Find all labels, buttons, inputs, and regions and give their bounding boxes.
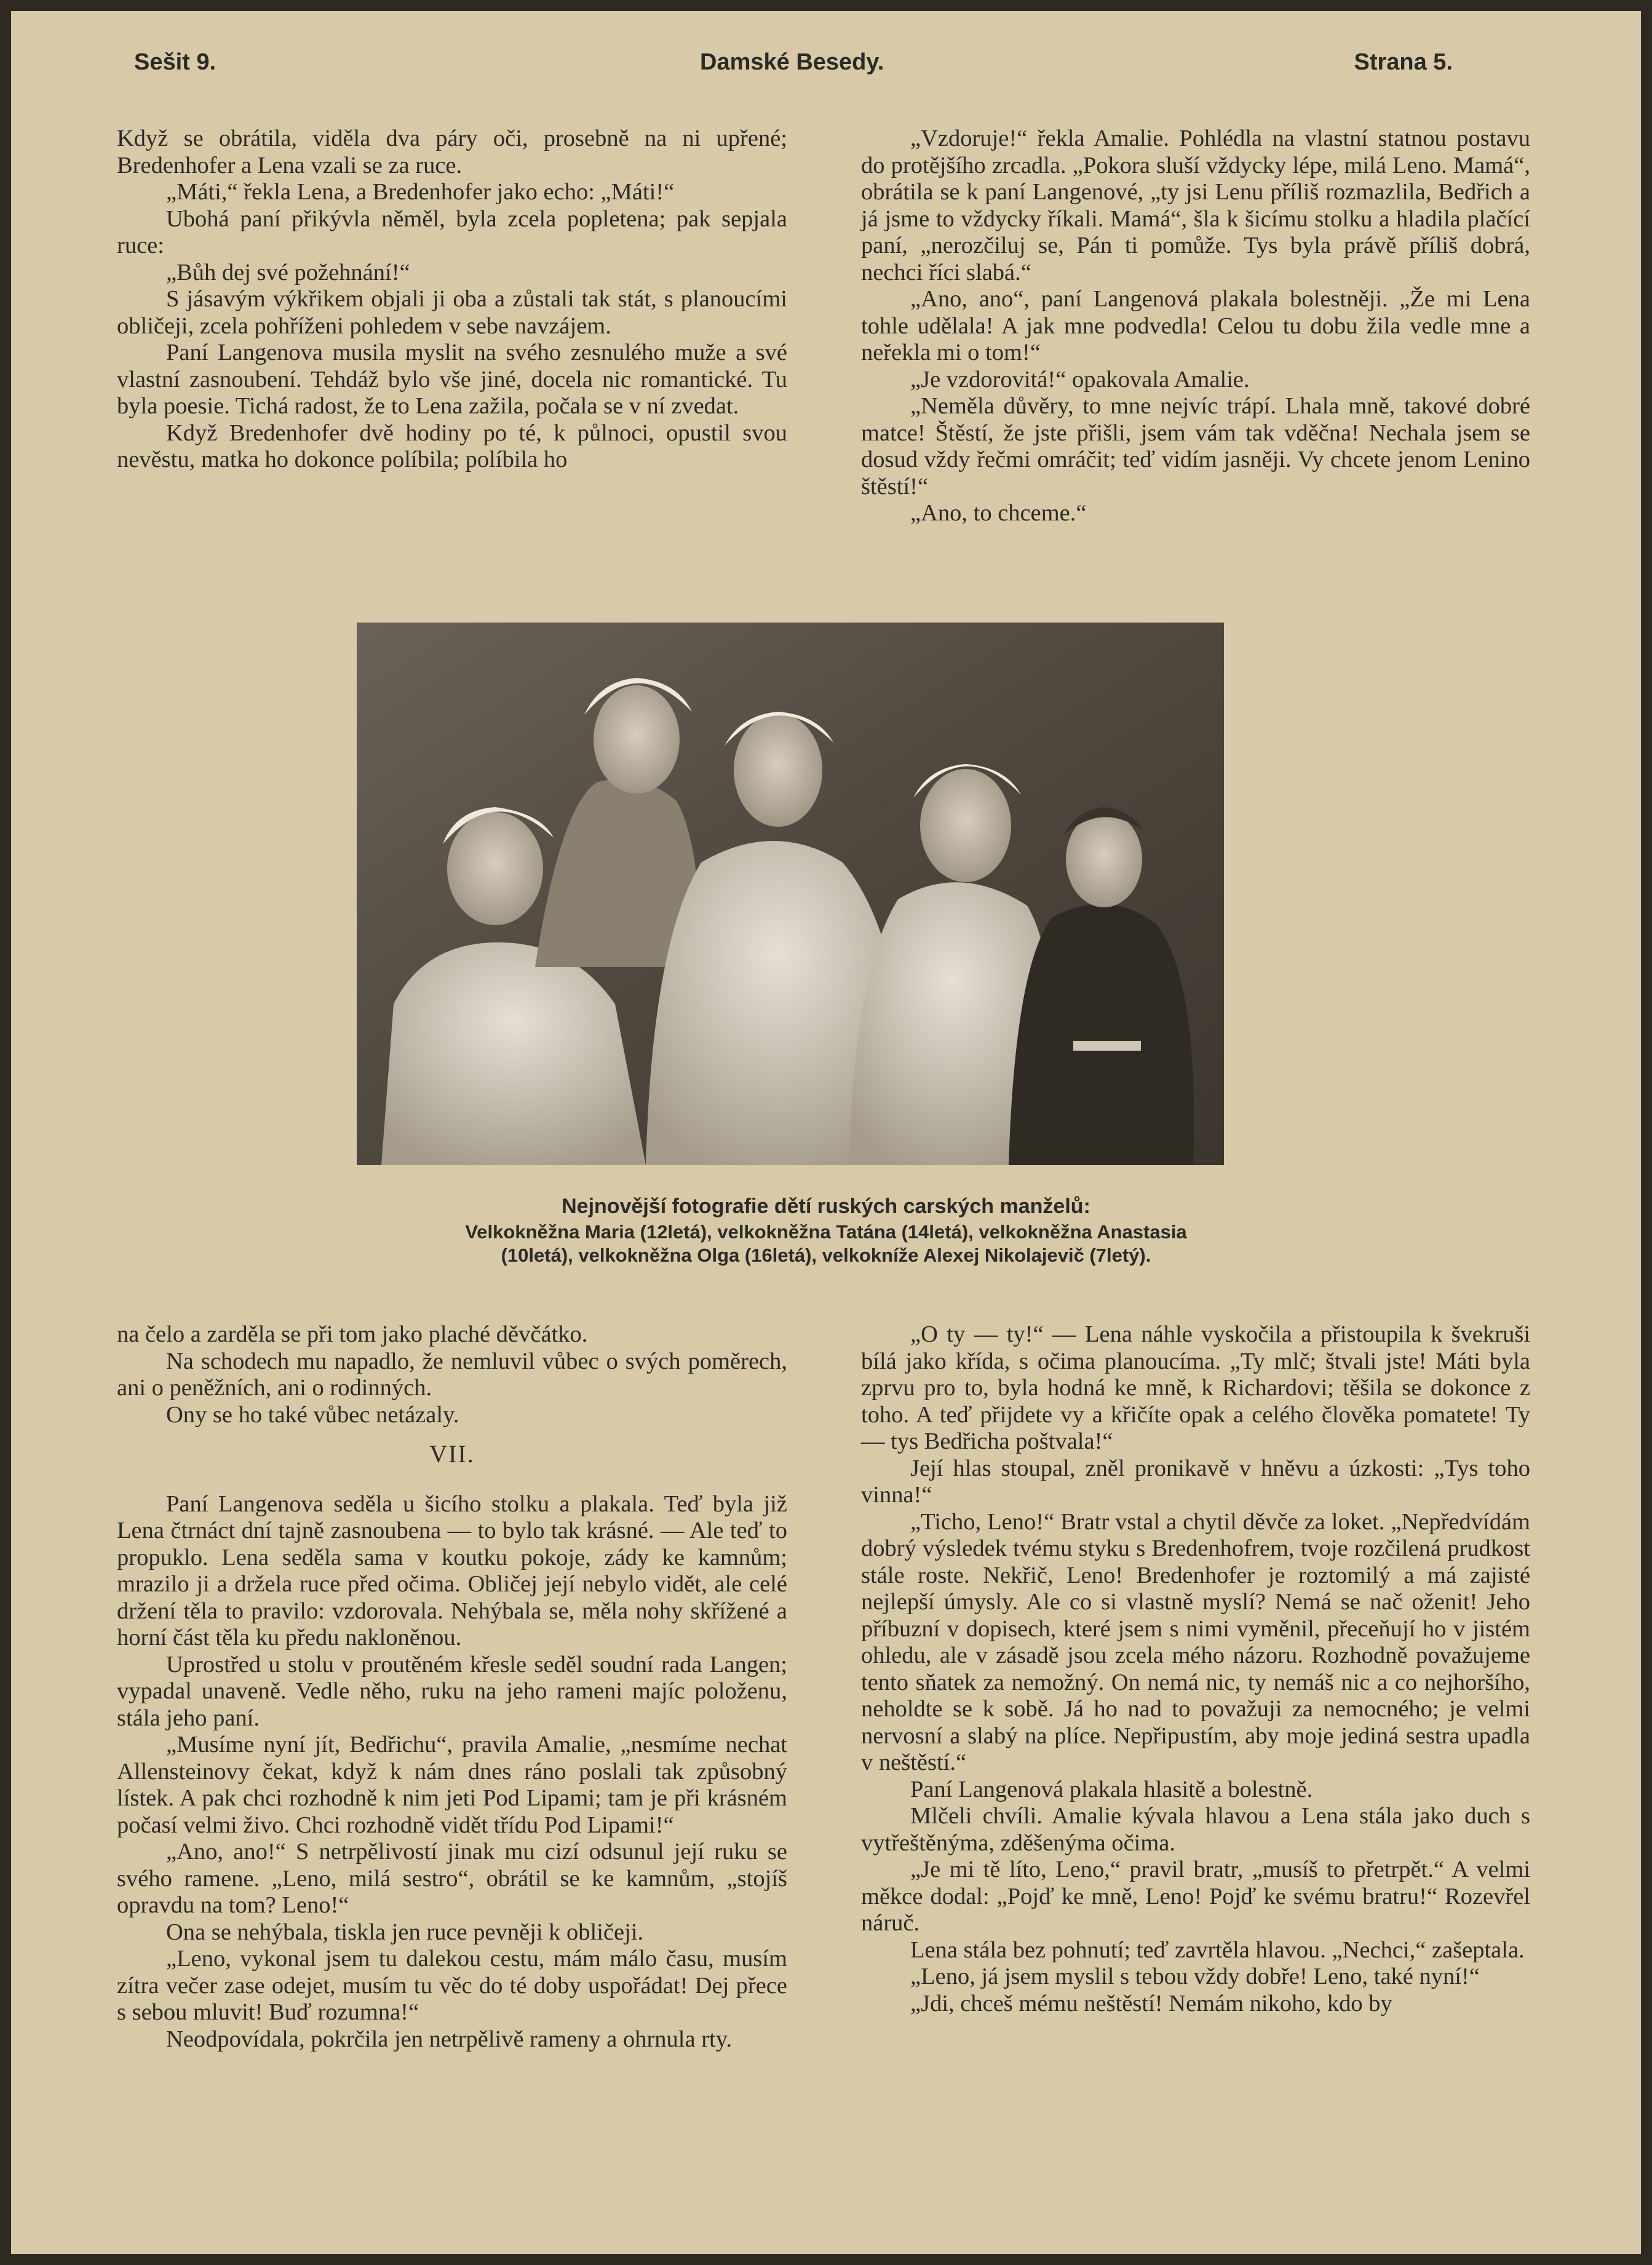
paragraph: Když Bredenhofer dvě hodiny po té, k půlnoci, opustil svou nevěstu, matka ho dokonce políbila; políbila ho <box>117 420 787 472</box>
paragraph: „Leno, já jsem myslil s tebou vždy dobře! Leno, také nyní!“ <box>910 1964 1480 1989</box>
paragraph: „Neměla důvěry, to mne nejvíc trápí. Lhala mně, takové dobré matce! Štěstí, že jste přišli, jsem vám tak vděčna! Nechala jsem se dosud vždy řečmi omráčit; teď vidím jasněji. Vy chcete jenom Lenino štěstí!“ <box>861 393 1530 500</box>
paragraph: „Ticho, Leno!“ Bratr vstal a chytil děvče za loket. „Nepředvídám dobrý výsledek tvému styku s Bredenhofrem, tvoje rozčilená prudkost stále roste. Nekřič, Leno! Bredenhofer je roztomilý a má zajisté nejlepší úmysly. Ale co si vlastně myslí? Nemá se nač oženit! Jeho příbuzní v dopisech, které jsem s nimi vyměnil, přeceňují ho v jistém ohledu, ale v zásadě jsou zcela mého názoru. Rozhodně považujeme tento sňatek za nemožný. On nemá nic, ty nemáš nic a co nejhoršího, neholdte se k sobě. Já ho nad to považuji za nemocného; je velmi nervosní a slabý na plíce. Nepřipustím, aby moje jediná sestra upadla v neštěstí.“ <box>861 1508 1530 1775</box>
chapter-heading: VII. <box>429 1440 475 1468</box>
paragraph: Uprostřed u stolu v proutěném křesle seděl soudní rada Langen; vypadal unaveně. Vedle něho, ruku na jeho rameni majíc položenu, stála jeho paní. <box>117 1651 787 1731</box>
magazine-page <box>11 11 1641 2254</box>
paragraph: „Jdi, chceš mému neštěstí! Nemám nikoho, kdo by <box>910 1990 1392 2016</box>
column-top-right <box>861 125 1530 527</box>
paragraph: „Ano, ano“, paní Langenová plakala bolestněji. „Že mi Lena tohle udělala! A jak mne podvedla! Celou tu dobu žila vedle mne a neřekla mi o tom!“ <box>861 286 1530 365</box>
paragraph: „Musíme nyní jít, Bedřichu“, pravila Amalie, „nesmíme nechat Allensteinovy čekat, když k nám dnes ráno poslali tak způsobný lístek. A pak chci rozhodně k nim jeti Pod Lipami; tam je při krásném počasí velmi živo. Chci rozhodně vidět třídu Pod Lipami!“ <box>117 1732 787 1838</box>
running-header <box>11 49 1641 86</box>
page-number: Strana 5. <box>1354 49 1453 75</box>
paragraph: „Ano, to chceme.“ <box>910 500 1087 526</box>
paragraph: „Ano, ano!“ S netrpělivostí jinak mu cizí odsunul její ruku se svého ramene. „Leno, milá sestro“, obrátil se ke kamnům, „stojíš opravdu na tom? Leno!“ <box>117 1839 787 1918</box>
paragraph: Když se obrátila, viděla dva páry oči, prosebně na ni upřené; Bredenhofer a Lena vzali se za ruce. <box>117 125 787 178</box>
paragraph: Ona se nehýbala, tiskla jen ruce pevněji k obličeji. <box>166 1919 644 1945</box>
paragraph: „Leno, vykonal jsem tu dalekou cestu, mám málo času, musím zítra večer zase odejet, musím tu věc do té doby uspořádat! Dej přece s sebou mluvit! Buď rozumna!“ <box>117 1946 787 2025</box>
paragraph: Paní Langenova musila myslit na svého zesnulého muže a své vlastní zasnoubení. Tehdáž bylo vše jiné, docela nic romantické. Tu byla poesie. Tichá radost, že to Lena zažila, počala se v ní zvedat. <box>117 340 787 419</box>
column-bottom-left <box>117 1321 787 2053</box>
paragraph: Na schodech mu napadlo, že nemluvil vůbec o svých poměrech, ani o peněžních, ani o rodinných. <box>117 1348 787 1401</box>
magazine-title: Damské Besedy. <box>700 49 884 75</box>
paragraph: na čelo a zarděla se při tom jako plaché děvčátko. <box>117 1321 588 1347</box>
paragraph: „Vzdoruje!“ řekla Amalie. Pohlédla na vlastní statnou postavu do protějšího zrcadla. „Pokora sluší vždycky lépe, milá Leno. Mamá“, obrátila se k paní Langenové, „ty jsi Lenu příliš rozmazlila, Bedřich a já jsme to vždycky říkali. Mamá“, šla k šicímu stolku a hladila plačící paní, „nerozčiluj se, Pán ti pomůže. Tys byla právě příliš dobrá, nechci říci slabá.“ <box>861 125 1530 285</box>
caption-line: (10letá), velkokněžna Olga (16letá), velkokníže Alexej Nikolajevič (7letý). <box>501 1244 1151 1266</box>
column-bottom-right <box>861 1321 1530 2017</box>
caption-title: Nejnovější fotografie dětí ruských carských manželů: <box>562 1195 1090 1218</box>
paragraph: Paní Langenová plakala hlasitě a bolestně. <box>910 1776 1313 1802</box>
photo-tsar-children <box>357 623 1224 1165</box>
photo-illustration <box>357 623 1224 1165</box>
paragraph: „Je vzdorovitá!“ opakovala Amalie. <box>910 366 1250 392</box>
paragraph: Paní Langenova seděla u šicího stolku a plakala. Teď byla již Lena čtrnáct dní tajně zasnoubena — to bylo tak krásné. — Ale teď to propuklo. Lena seděla sama v koutku pokoje, zády ke kamnům; mrazilo ji a držela ruce před očima. Obličej její nebylo vidět, ale celé držení těla to pravilo: vzdorovala. Nehýbala se, měla nohy skřížené a horní část těla ku předu nakloněnou. <box>117 1491 787 1650</box>
paragraph: Ony se ho také vůbec netázaly. <box>166 1401 459 1428</box>
paragraph: Mlčeli chvíli. Amalie kývala hlavou a Lena stála jako duch s vytřeštěnýma, zděšenýma očima. <box>861 1803 1530 1856</box>
paragraph: Ubohá paní přikývla něměl, byla zcela popletena; pak sepjala ruce: <box>117 205 787 258</box>
paragraph: S jásavým výkřikem objali ji oba a zůstali tak stát, s planoucími obličeji, zcela pohříženi pohledem v sebe navzájem. <box>117 286 787 339</box>
paragraph: „O ty — ty!“ — Lena náhle vyskočila a přistoupila k švekruši bílá jako křída, s očima planoucíma. „Ty mlč; štvali jste! Máti byla zprvu pro to, byla hodná ke mně, k Richardovi; těšila se dokonce z toho. A teď přijdete vy a křičíte opak a celého člověka pomatete! Ty — tys Bedřicha poštvala!“ <box>861 1321 1530 1454</box>
paragraph: „Bůh dej své požehnání!“ <box>166 259 410 285</box>
paragraph: „Je mi tě líto, Leno,“ pravil bratr, „musíš to přetrpět.“ A velmi měkce dodal: „Pojď ke mně, Leno! Pojď ke svému bratru!“ Rozevřel náruč. <box>861 1857 1530 1936</box>
paragraph: Její hlas stoupal, zněl pronikavě v hněvu a úzkosti: „Tys toho vinna!“ <box>861 1455 1530 1508</box>
issue-number: Sešit 9. <box>134 49 216 75</box>
column-top-left <box>117 125 787 474</box>
caption-line: Velkokněžna Maria (12letá), velkokněžna Tatána (14letá), velkokněžna Anastasia <box>465 1221 1187 1243</box>
photo-caption <box>196 1195 1456 1267</box>
paragraph: „Máti,“ řekla Lena, a Bredenhofer jako echo: „Máti!“ <box>166 179 675 205</box>
paragraph: Lena stála bez pohnutí; teď zavrtěla hlavou. „Nechci,“ zašeptala. <box>910 1937 1525 1963</box>
paragraph: Neodpovídala, pokrčila jen netrpělivě rameny a ohrnula rty. <box>166 2026 733 2052</box>
